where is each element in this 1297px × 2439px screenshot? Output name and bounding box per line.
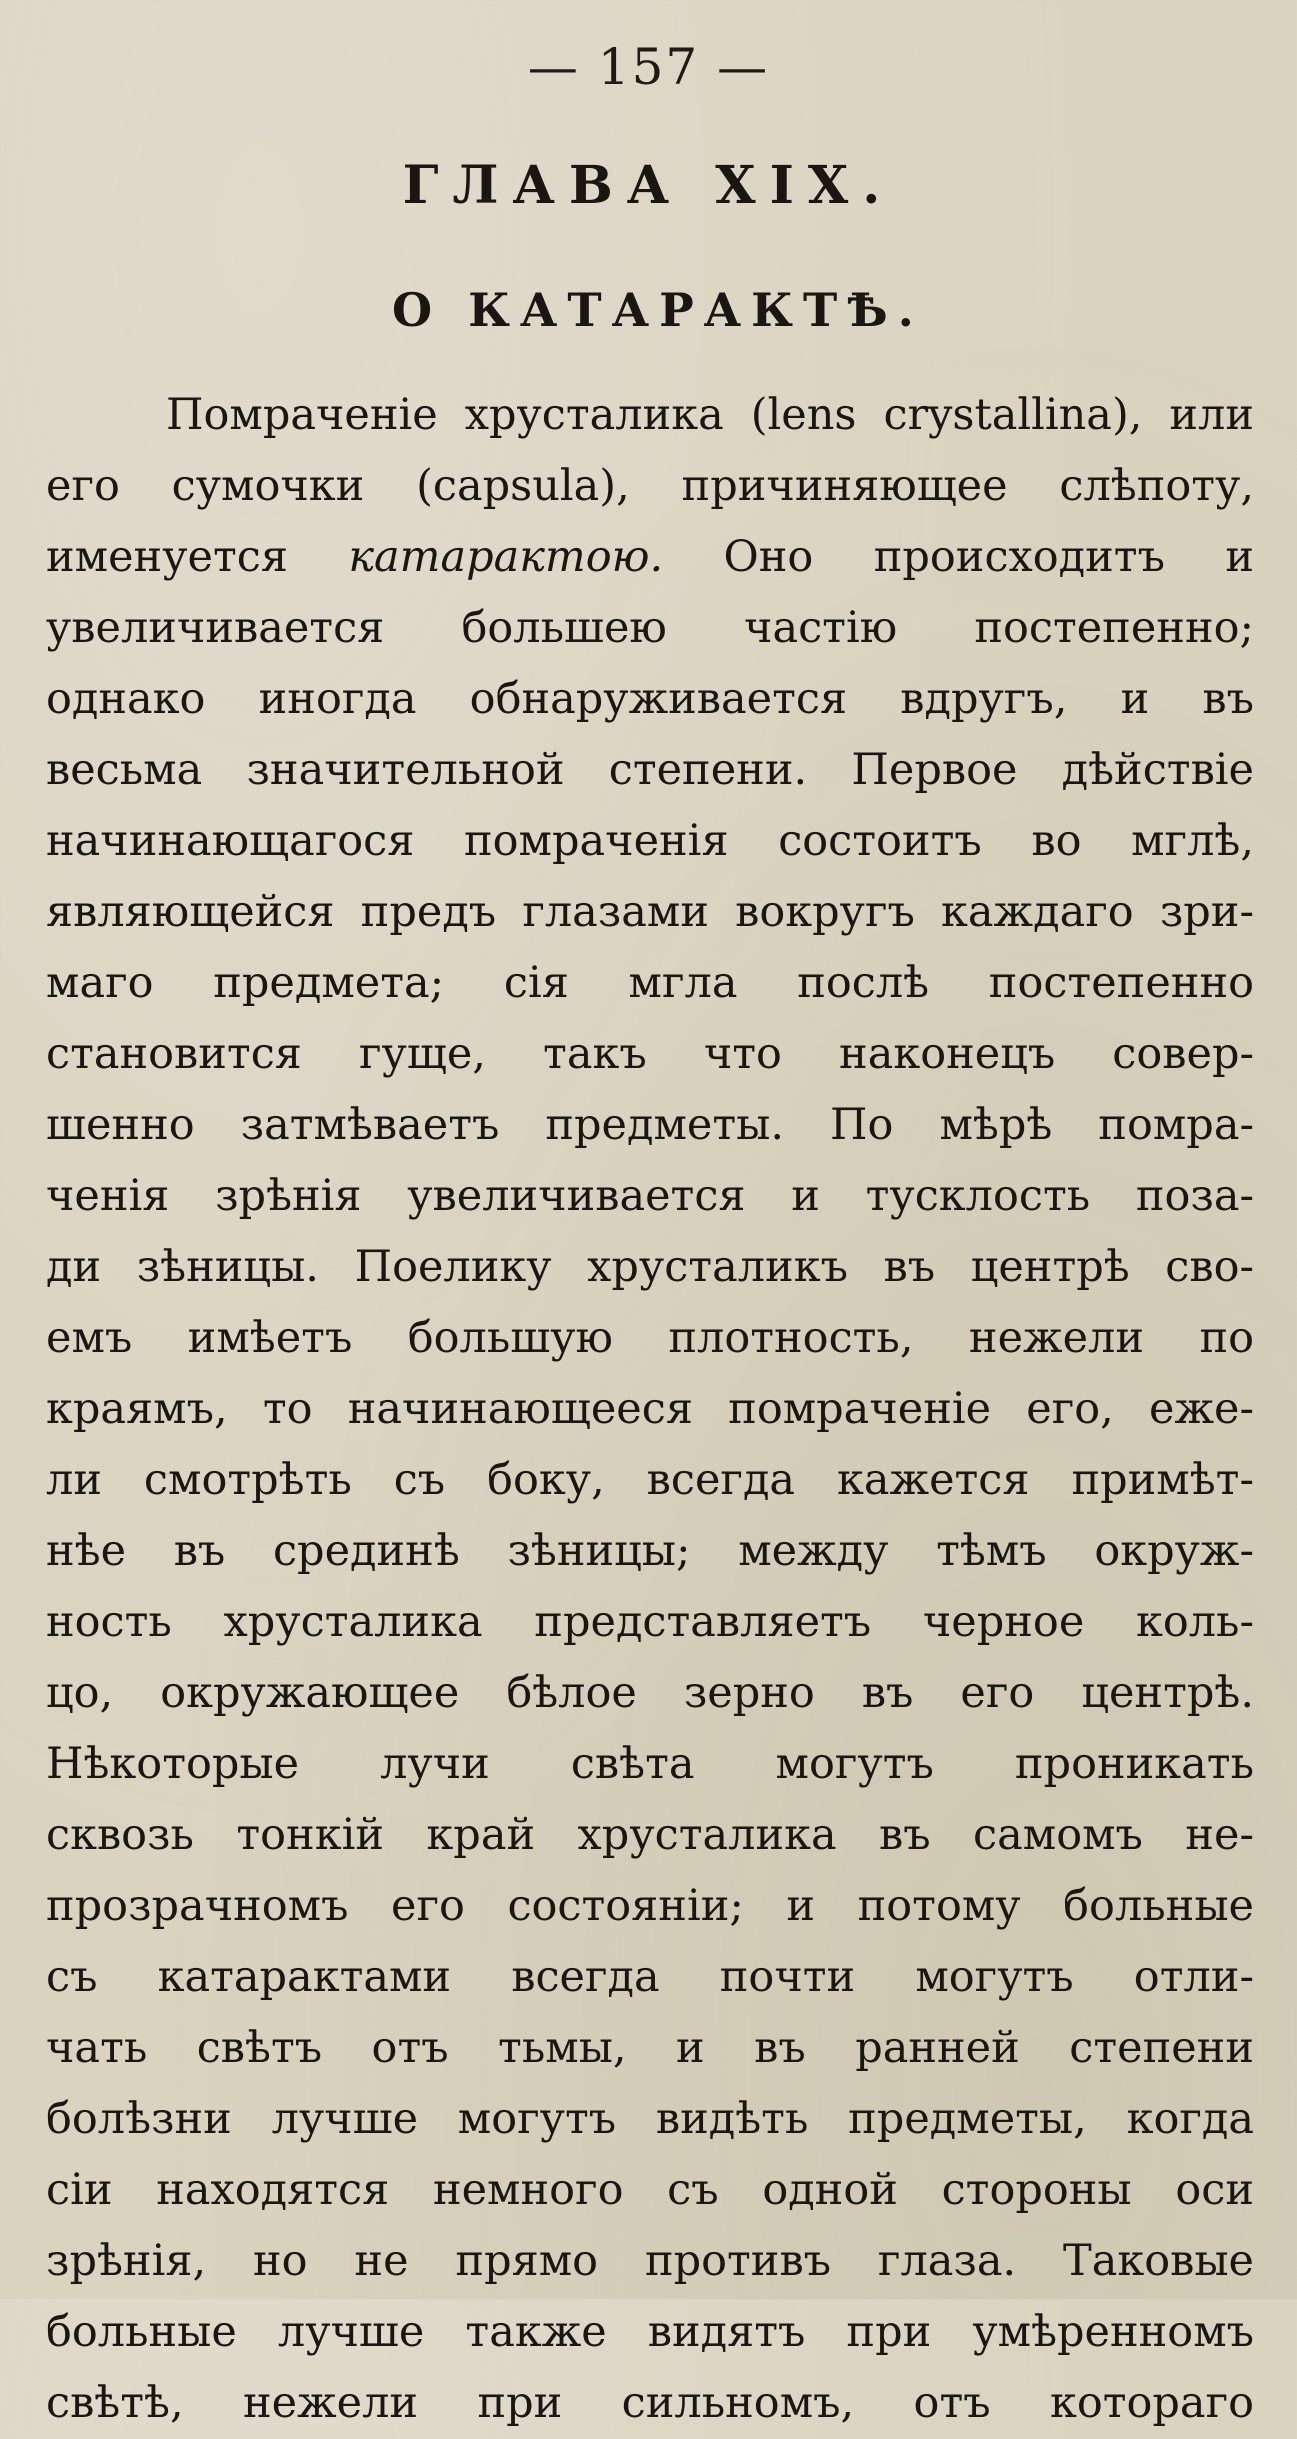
text-line: весьма значительной степени. Первое дѣйствіе	[46, 745, 1254, 795]
text-line: зрѣнія, но не прямо противъ глаза. Таковые	[46, 2236, 1254, 2286]
text-line: ченія зрѣнія увеличивается и тусклость поза-	[46, 1171, 1254, 1221]
text-line: ли смотрѣть съ боку, всегда кажется примѣт-	[46, 1455, 1254, 1505]
text-line: являющейся предъ глазами вокругъ каждаго зри-	[46, 887, 1254, 937]
text-line: нѣе въ срединѣ зѣницы; между тѣмъ окруж-	[46, 1526, 1254, 1576]
page-number: — 157 —	[527, 38, 770, 96]
italic-term: катарактою.	[348, 532, 664, 582]
text-line: съ катарактами всегда почти могутъ отли-	[46, 1952, 1254, 2002]
text-line: емъ имѣетъ большую плотность, нежели по	[46, 1313, 1254, 1363]
text-line: чать свѣтъ отъ тьмы, и въ ранней степени	[46, 2023, 1254, 2073]
text-line: сквозь тонкій край хрусталика въ самомъ не-	[46, 1810, 1254, 1860]
text-line: становится гуще, такъ что наконецъ совер-	[46, 1029, 1254, 1079]
text-line: однако иногда обнаруживается вдругъ, и въ	[46, 674, 1254, 724]
text-line: краямъ, то начинающееся помраченіе его, еже-	[46, 1384, 1254, 1434]
text-line: его сумочки (capsula), причиняющее слѣпоту,	[46, 461, 1254, 511]
text-line: шенно затмѣваетъ предметы. По мѣрѣ помра-	[46, 1100, 1254, 1150]
text-line: начинающагося помраченія состоитъ во мглѣ,	[46, 816, 1254, 866]
text-line: Нѣкоторые лучи свѣта могутъ проникать	[46, 1739, 1254, 1789]
text-line: ди зѣницы. Поелику хрусталикъ въ центрѣ сво-	[46, 1242, 1254, 1292]
text-line: больные лучше также видятъ при умѣренномъ	[46, 2307, 1254, 2357]
text-line	[46, 522, 1254, 593]
text-line: цо, окружающее бѣлое зерно въ его центрѣ.	[46, 1668, 1254, 1718]
text-line: сіи находятся немного съ одной стороны оси	[46, 2165, 1254, 2215]
text-segment: именуется	[46, 532, 349, 582]
body-text	[46, 380, 1254, 2439]
text-line: маго предмета; сія мгла послѣ постепенно	[46, 958, 1254, 1008]
text-line: Помраченіе хрусталика (lens crystallina), или	[166, 390, 1254, 440]
text-segment: Оно происходитъ и	[663, 532, 1254, 582]
text-line: болѣзни лучше могутъ видѣть предметы, когда	[46, 2094, 1254, 2144]
section-title: О КАТАРАКТѢ.	[392, 283, 924, 337]
text-line: свѣтѣ, нежели при сильномъ, отъ котораго	[46, 2378, 1254, 2428]
chapter-heading: ГЛАВА XIX.	[402, 155, 895, 216]
text-line: прозрачномъ его состояніи; и потому больные	[46, 1881, 1254, 1931]
text-line: ность хрусталика представляетъ черное коль-	[46, 1597, 1254, 1647]
text-line: увеличивается большею частію постепенно;	[46, 603, 1254, 653]
